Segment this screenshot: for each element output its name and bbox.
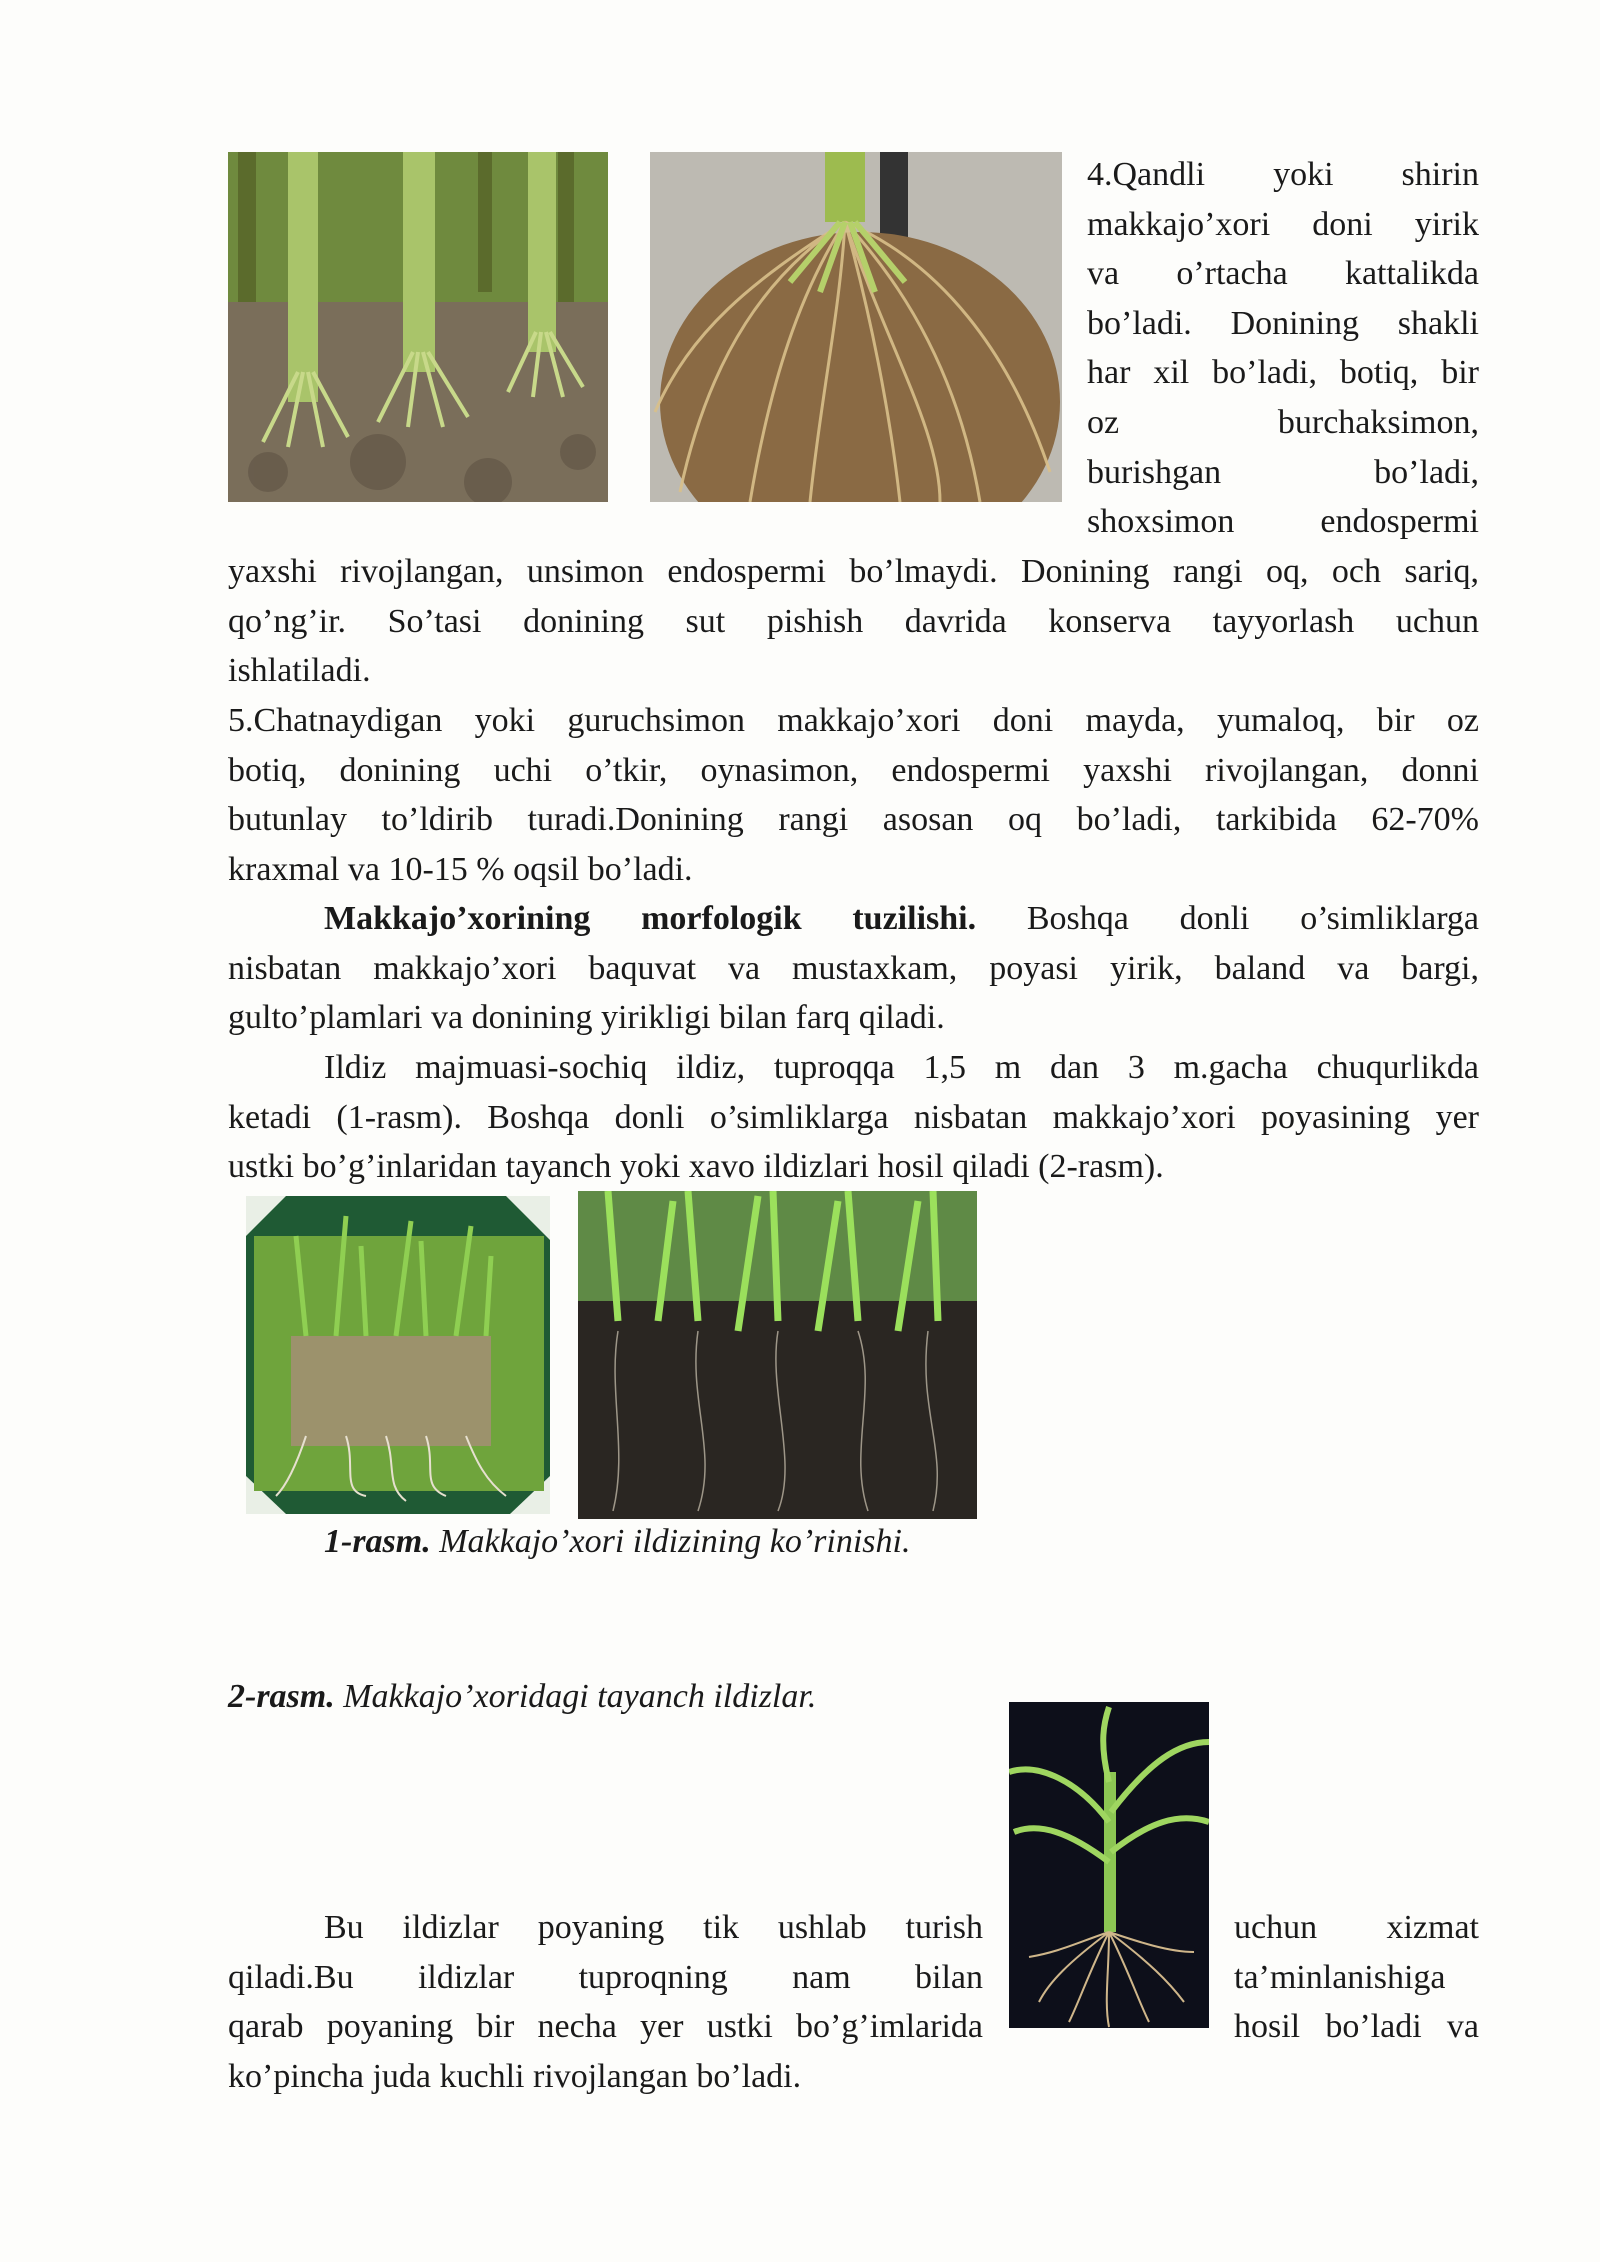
final-right-line: uchun xizmat [1234,1909,1479,1946]
corn-prop-roots-field-photo [228,152,608,502]
figure-1-caption [324,1517,910,1567]
p4-right-line: bo’ladi. Donining shakli [1087,304,1479,342]
p4-line: ishlatiladi. [228,652,371,690]
p4-right-line: oz burchaksimon, [1087,403,1479,441]
p4-right-line: 4.Qandli yoki shirin [1087,156,1479,193]
figure-1-text: Makkajo’xori ildizining ko’rinishi. [430,1523,911,1560]
morph-first-rest: Boshqa donli o’simliklarga [1026,900,1479,937]
morph-line: nisbatan makkajo’xori baquvat va mustaxkam, poyasi yirik, baland va bargi, [228,949,1479,987]
final-right-line: hosil bo’ladi va [1234,2008,1479,2046]
p4-line: qo’ng’ir. So’tasi donining sut pishish davrida konserva tayyorlash uchun [228,602,1479,640]
final-paragraph-left [228,1903,983,2052]
figure-2-text: Makkajo’xoridagi tayanch ildizlar. [334,1678,817,1715]
p5-line: butunlay to’ldirib turadi.Donining rangi asosan oq bo’ladi, tarkibida 62-70% [228,801,1479,839]
p4-right-line: va o’rtacha kattalikda [1087,255,1479,293]
seedlings-roots-on-green-cloth-photo [246,1196,550,1514]
p5-line: 5.Chatnaydigan yoki guruchsimon makkajo’xori doni mayda, yumaloq, bir oz [228,702,1479,739]
p4-right-line: har xil bo’ladi, botiq, bir [1087,354,1479,392]
final-left-line: Bu ildizlar poyaning tik ushlab turish [324,1909,983,1946]
roots-paragraph [228,1043,1479,1192]
p4-right-line: shoxsimon endospermi [1087,503,1479,541]
corn-plant-brace-roots-photo [1009,1702,1209,2028]
seedlings-roots-in-soil-photo [578,1191,977,1519]
figure-2-number: 2-rasm. [228,1678,335,1715]
final-paragraph-end [228,2052,1479,2102]
morph-heading: Makkajo’xorining morfologik tuzilishi. [324,900,977,937]
p4-line: yaxshi rivojlangan, unsimon endospermi bo’lmaydi. Donining rangi oq, och sariq, [228,553,1479,590]
corn-root-system-closeup-photo [650,152,1062,502]
p5-line: botiq, donining uchi o’tkir, oynasimon, endospermi yaxshi rivojlangan, donni [228,751,1479,789]
final-paragraph-right [1234,1903,1479,2052]
final-left-line: qiladi.Bu ildizlar tuproqning nam bilan [228,1958,983,1996]
figure-2-caption [228,1672,816,1722]
morph-line: gulto’plamlari va donining yirikligi bilan farq qiladi. [228,999,945,1037]
paragraph-4-continued [228,547,1479,696]
morphology-paragraph [228,894,1479,1043]
p5-line: kraxmal va 10-15 % oqsil bo’ladi. [228,850,693,888]
figure-1-number: 1-rasm. [324,1523,431,1560]
final-left-line: qarab poyaning bir necha yer ustki bo’g’imlarida [228,2008,983,2046]
final-right-line: ta’minlanishiga [1234,1958,1446,1996]
roots-line: ustki bo’g’inlaridan tayanch yoki xavo ildizlari hosil qiladi (2-rasm). [228,1148,1164,1186]
final-last-line: ko’pincha juda kuchli rivojlangan bo’ladi. [228,2058,802,2095]
paragraph-4-right-block [1087,150,1479,547]
morph-line-1 [228,894,1479,944]
p4-right-line: burishgan bo’ladi, [1087,453,1479,491]
paragraph-5 [228,696,1479,894]
p4-right-line: makkajo’xori doni yirik [1087,205,1479,243]
roots-line: Ildiz majmuasi-sochiq ildiz, tuproqqa 1,5 m dan 3 m.gacha chuqurlikda [324,1049,1479,1086]
roots-line: ketadi (1-rasm). Boshqa donli o’simliklarga nisbatan makkajo’xori poyasining yer [228,1098,1479,1136]
